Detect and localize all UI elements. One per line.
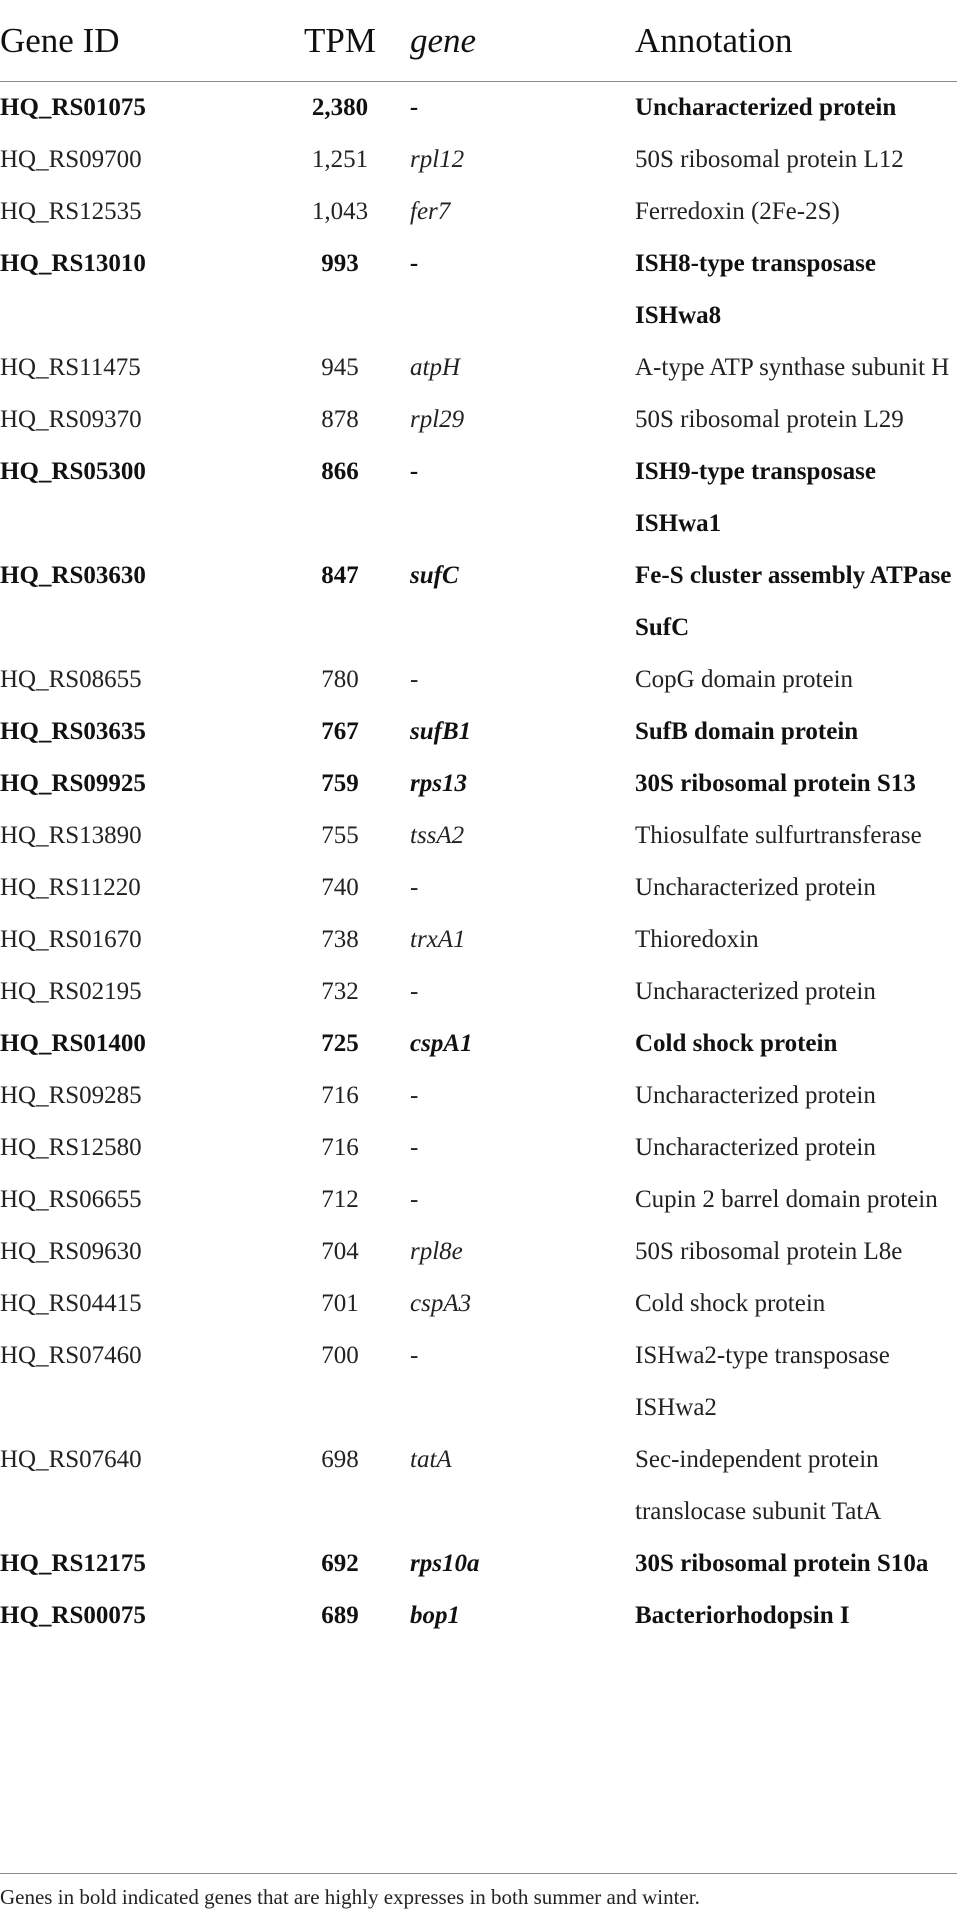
table-row [0, 446, 957, 550]
cell-annotation: Cold shock protein [635, 1290, 826, 1317]
cell-tpm: 847 [321, 562, 359, 589]
cell-gene-id: HQ_RS01400 [0, 1030, 146, 1057]
table-row [0, 82, 957, 135]
cell-gene-id: HQ_RS08655 [0, 666, 142, 693]
table-row [0, 238, 957, 342]
cell-annotation: 50S ribosomal protein L8e [635, 1238, 903, 1265]
cell-annotation: ISHwa2-type transposase ISHwa2 [635, 1342, 890, 1421]
table-row [0, 1018, 957, 1070]
cell-tpm: 1,251 [311, 146, 369, 173]
cell-gene: - [410, 978, 419, 1005]
cell-tpm: 2,380 [311, 94, 369, 121]
cell-gene-id: HQ_RS01075 [0, 94, 146, 121]
cell-gene: - [410, 1342, 419, 1369]
table-row [0, 654, 957, 706]
cell-tpm: 701 [321, 1290, 359, 1317]
table-row [0, 394, 957, 446]
cell-tpm: 740 [321, 874, 359, 901]
cell-annotation: ISH9-type transposase ISHwa1 [635, 458, 876, 537]
cell-annotation: Fe-S cluster assembly ATPase SufC [635, 562, 952, 641]
cell-gene-id: HQ_RS12175 [0, 1550, 146, 1577]
table-row [0, 1538, 957, 1590]
header-gene-id: Gene ID [0, 0, 270, 82]
cell-annotation: Sec-independent protein translocase subunit TatA [635, 1446, 882, 1525]
cell-gene-id: HQ_RS12580 [0, 1134, 142, 1161]
cell-gene: sufB1 [410, 718, 472, 745]
cell-annotation: Thiosulfate sulfurtransferase [635, 822, 922, 849]
table-row [0, 1330, 957, 1434]
cell-tpm: 767 [321, 718, 359, 745]
cell-annotation: ISH8-type transposase ISHwa8 [635, 250, 876, 329]
table-header-row [0, 0, 957, 82]
cell-annotation: 30S ribosomal protein S13 [635, 770, 916, 797]
cell-annotation: Thioredoxin [635, 926, 759, 953]
cell-gene: rpl8e [410, 1238, 463, 1265]
cell-gene-id: HQ_RS09285 [0, 1082, 142, 1109]
header-tpm: TPM [270, 0, 410, 82]
cell-gene-id: HQ_RS03630 [0, 562, 146, 589]
cell-gene: atpH [410, 354, 460, 381]
table-row [0, 342, 957, 394]
cell-gene: bop1 [410, 1602, 460, 1629]
cell-tpm: 732 [321, 978, 359, 1005]
cell-annotation: 50S ribosomal protein L12 [635, 146, 904, 173]
table-row [0, 1226, 957, 1278]
cell-annotation: A-type ATP synthase subunit H [635, 354, 950, 381]
cell-annotation: SufB domain protein [635, 718, 859, 745]
table-row [0, 1590, 957, 1642]
cell-gene-id: HQ_RS13890 [0, 822, 142, 849]
cell-gene: rps13 [410, 770, 467, 797]
cell-gene: cspA1 [410, 1030, 473, 1057]
cell-tpm: 712 [321, 1186, 359, 1213]
cell-tpm: 738 [321, 926, 359, 953]
cell-gene: trxA1 [410, 926, 466, 953]
table-body [0, 82, 957, 1643]
cell-tpm: 704 [321, 1238, 359, 1265]
cell-gene-id: HQ_RS07640 [0, 1446, 142, 1473]
cell-tpm: 780 [321, 666, 359, 693]
cell-annotation: Uncharacterized protein [635, 874, 876, 901]
cell-tpm: 700 [321, 1342, 359, 1369]
cell-gene-id: HQ_RS04415 [0, 1290, 142, 1317]
cell-gene: - [410, 1082, 419, 1109]
cell-gene: sufC [410, 562, 459, 589]
table-row [0, 758, 957, 810]
cell-gene: fer7 [410, 198, 451, 225]
cell-tpm: 698 [321, 1446, 359, 1473]
cell-annotation: Ferredoxin (2Fe-2S) [635, 198, 840, 225]
table-row [0, 966, 957, 1018]
cell-gene-id: HQ_RS07460 [0, 1342, 142, 1369]
cell-gene: - [410, 666, 419, 693]
cell-tpm: 725 [321, 1030, 359, 1057]
cell-annotation: Uncharacterized protein [635, 978, 876, 1005]
cell-annotation: 50S ribosomal protein L29 [635, 406, 904, 433]
cell-gene-id: HQ_RS09630 [0, 1238, 142, 1265]
cell-tpm: 1,043 [311, 198, 369, 225]
table-row [0, 186, 957, 238]
cell-gene: - [410, 250, 419, 277]
cell-annotation: Cupin 2 barrel domain protein [635, 1186, 938, 1213]
cell-tpm: 878 [321, 406, 359, 433]
cell-gene: rps10a [410, 1550, 480, 1577]
table-row [0, 1174, 957, 1226]
cell-gene: tatA [410, 1446, 452, 1473]
table-row [0, 1278, 957, 1330]
table-row [0, 550, 957, 654]
cell-tpm: 759 [321, 770, 359, 797]
cell-gene-id: HQ_RS05300 [0, 458, 146, 485]
cell-annotation: Uncharacterized protein [635, 1082, 876, 1109]
cell-annotation: Cold shock protein [635, 1030, 838, 1057]
table-row [0, 862, 957, 914]
cell-gene-id: HQ_RS12535 [0, 198, 142, 225]
cell-gene-id: HQ_RS09925 [0, 770, 146, 797]
cell-gene: - [410, 94, 419, 121]
header-annotation: Annotation [635, 0, 957, 82]
cell-gene-id: HQ_RS06655 [0, 1186, 142, 1213]
cell-annotation: 30S ribosomal protein S10a [635, 1550, 929, 1577]
cell-tpm: 692 [321, 1550, 359, 1577]
cell-gene-id: HQ_RS09370 [0, 406, 142, 433]
cell-gene-id: HQ_RS01670 [0, 926, 142, 953]
cell-tpm: 993 [321, 250, 359, 277]
table-row [0, 1122, 957, 1174]
cell-gene: rpl12 [410, 146, 465, 173]
cell-gene: - [410, 1134, 419, 1161]
table-row [0, 706, 957, 758]
cell-gene-id: HQ_RS11475 [0, 354, 141, 381]
cell-gene: - [410, 874, 419, 901]
table-row [0, 1434, 957, 1538]
header-gene: gene [410, 0, 635, 82]
cell-gene: - [410, 458, 419, 485]
cell-gene-id: HQ_RS13010 [0, 250, 146, 277]
cell-annotation: Uncharacterized protein [635, 94, 897, 121]
table-row [0, 810, 957, 862]
footnote-divider [0, 1873, 957, 1874]
cell-gene-id: HQ_RS00075 [0, 1602, 146, 1629]
cell-gene-id: HQ_RS03635 [0, 718, 146, 745]
cell-tpm: 866 [321, 458, 359, 485]
cell-gene-id: HQ_RS02195 [0, 978, 142, 1005]
cell-tpm: 689 [321, 1602, 359, 1629]
cell-annotation: CopG domain protein [635, 666, 854, 693]
cell-gene-id: HQ_RS09700 [0, 146, 142, 173]
cell-gene: - [410, 1186, 419, 1213]
cell-gene-id: HQ_RS11220 [0, 874, 141, 901]
cell-tpm: 945 [321, 354, 359, 381]
cell-annotation: Bacteriorhodopsin I [635, 1602, 850, 1629]
cell-gene: tssA2 [410, 822, 465, 849]
table-row [0, 134, 957, 186]
cell-tpm: 755 [321, 822, 359, 849]
cell-tpm: 716 [321, 1134, 359, 1161]
table-footnote: Genes in bold indicated genes that are highly expresses in both summer and winter. [0, 1885, 700, 1909]
cell-annotation: Uncharacterized protein [635, 1134, 876, 1161]
table-row [0, 914, 957, 966]
cell-gene: cspA3 [410, 1290, 472, 1317]
cell-gene: rpl29 [410, 406, 465, 433]
cell-tpm: 716 [321, 1082, 359, 1109]
table-row [0, 1070, 957, 1122]
